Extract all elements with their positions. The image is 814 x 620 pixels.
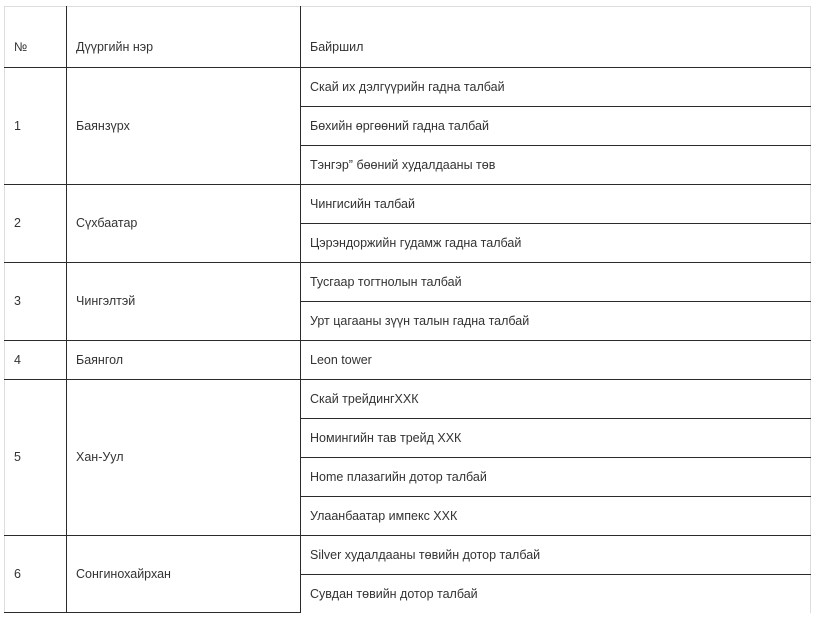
location-cell: Цэрэндоржийн гудамж гадна талбай — [301, 223, 811, 262]
row-number: 2 — [5, 184, 67, 262]
district-locations-table — [4, 6, 811, 613]
table-row — [5, 67, 811, 106]
district-name: Баянзүрх — [67, 67, 301, 184]
table-row — [5, 535, 811, 574]
row-number: 1 — [5, 67, 67, 184]
location-cell: Чингисийн талбай — [301, 184, 811, 223]
header-number: № — [5, 6, 67, 67]
district-name: Чингэлтэй — [67, 262, 301, 340]
row-number: 3 — [5, 262, 67, 340]
location-cell: Улаанбаатар импекс ХХК — [301, 496, 811, 535]
district-name: Хан-Уул — [67, 379, 301, 535]
location-cell: Тусгаар тогтнолын талбай — [301, 262, 811, 301]
location-cell: Сувдан төвийн дотор талбай — [301, 574, 811, 613]
location-cell: Leon tower — [301, 340, 811, 379]
table-row — [5, 379, 811, 418]
location-cell: Тэнгэр” бөөний худалдааны төв — [301, 145, 811, 184]
table-row — [5, 184, 811, 223]
table-row — [5, 340, 811, 379]
location-cell: Silver худалдааны төвийн дотор талбай — [301, 535, 811, 574]
table-header-row — [5, 6, 811, 67]
header-district: Дүүргийн нэр — [67, 6, 301, 67]
location-cell: Скай их дэлгүүрийн гадна талбай — [301, 67, 811, 106]
district-name: Сонгинохайрхан — [67, 535, 301, 613]
district-name: Сүхбаатар — [67, 184, 301, 262]
location-cell: Home плазагийн дотор талбай — [301, 457, 811, 496]
location-cell: Номингийн тав трейд ХХК — [301, 418, 811, 457]
row-number: 6 — [5, 535, 67, 613]
district-name: Баянгол — [67, 340, 301, 379]
location-cell: Бөхийн өргөөний гадна талбай — [301, 106, 811, 145]
row-number: 5 — [5, 379, 67, 535]
location-cell: Урт цагааны зүүн талын гадна талбай — [301, 301, 811, 340]
location-cell: Скай трейдингХХК — [301, 379, 811, 418]
row-number: 4 — [5, 340, 67, 379]
header-location: Байршил — [301, 6, 811, 67]
table-row — [5, 262, 811, 301]
